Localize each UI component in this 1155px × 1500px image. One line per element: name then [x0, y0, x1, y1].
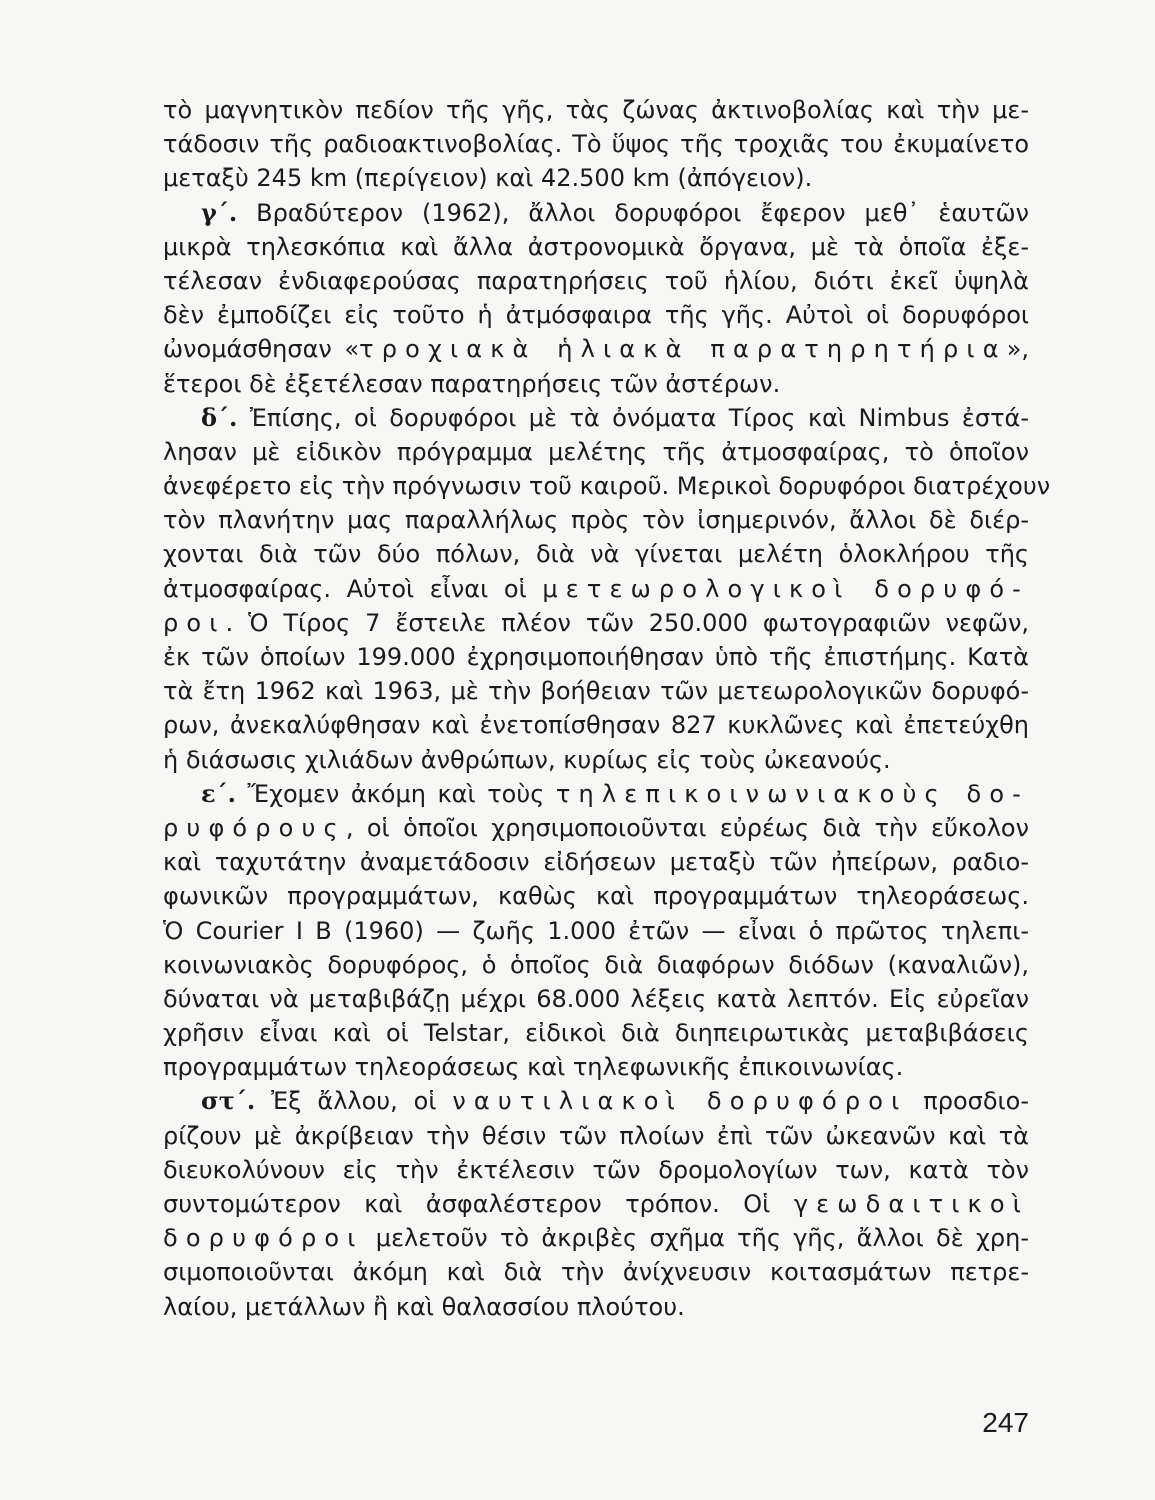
spaced-term: ρυφόρους	[163, 813, 346, 842]
spaced-term: μετεωρολογικοὶ δορυφό-	[542, 574, 1030, 603]
page-number: 247	[982, 1407, 1029, 1438]
text-line	[163, 640, 1029, 674]
text-line	[163, 93, 1029, 127]
text-segment: . Ὁ Τίρος 7 ἔστειλε πλέον τῶν 250.000 φωτογραφιῶν νεφῶν,	[225, 608, 1029, 637]
text-segment: Ὁ Courier I B (1960) — ζωῆς 1.000 ἐτῶν — εἶναι ὁ πρῶτος τηλεπι-	[163, 916, 1029, 945]
spaced-term: γεωδαιτικοὶ	[793, 1190, 1029, 1218]
text-segment: προγραμμάτων τηλεοράσεως καὶ τηλεφωνικῆς ἐπικοινωνίας.	[163, 1053, 904, 1082]
spaced-term: τηλεπικοινωνιακοὺς δο-	[555, 779, 1029, 808]
text-segment: ρων, ἀνεκαλύφθησαν καὶ ἐνετοπίσθησαν 827 κυκλῶνες καὶ ἐπετεύχθη	[163, 711, 1029, 740]
text-line	[163, 503, 1029, 537]
spaced-term: ροι	[163, 608, 226, 637]
section-marker: ε΄.	[201, 778, 236, 808]
text-line	[163, 777, 1029, 811]
text-segment: Ἐπίσης, οἱ δορυφόροι μὲ τὰ ὀνόματα Τίρος καὶ Nimbus ἐστά-	[237, 403, 1029, 432]
text-line	[163, 1290, 1029, 1324]
text-segment: , οἱ ὁποῖοι χρησιμοποιοῦνται εὐρέως διὰ τὴν εὔκολον	[345, 813, 1029, 842]
paragraph	[163, 196, 1029, 401]
text-line	[163, 1153, 1029, 1187]
text-segment: φωνικῶν προγραμμάτων, καθὼς καὶ προγραμμάτων τηλεοράσεως.	[163, 882, 1029, 911]
text-segment: καὶ ταχυτάτην ἀναμετάδοσιν εἰδήσεων μεταξὺ τῶν ἠπείρων, ραδιο-	[163, 848, 1029, 877]
text-line	[163, 914, 1029, 948]
text-segment: χονται διὰ τῶν δύο πόλων, διὰ νὰ γίνεται μελέτη ὁλοκλήρου τῆς	[163, 540, 1029, 569]
text-segment: τὸν πλανήτην μας παραλλήλως πρὸς τὸν ἰσημερινόν, ἄλλοι δὲ διέρ-	[163, 506, 1029, 535]
spaced-term: ναυτιλιακοὶ δορυφόροι	[452, 1087, 908, 1116]
text-segment: δύναται νὰ μεταβιβάζῃ μέχρι 68.000 λέξεις κατὰ λεπτόν. Εἰς εὐρεῖαν	[163, 984, 1029, 1013]
section-marker: δ΄.	[201, 402, 238, 432]
text-line	[163, 1084, 1029, 1118]
text-line	[163, 1221, 1029, 1255]
text-segment: λησαν μὲ εἰδικὸν πρόγραμμα μελέτης τῆς ἀτμοσφαίρας, τὸ ὁποῖον	[163, 437, 1029, 466]
text-line	[163, 469, 1051, 503]
spaced-term: δορυφόροι	[163, 1224, 364, 1253]
text-segment: μεταξὺ 245 km (περίγειον) καὶ 42.500 km (ἀπόγειον).	[163, 164, 813, 193]
text-segment: τάδοσιν τῆς ραδιοακτινοβολίας. Τὸ ὕψος τῆς τροχιᾶς του ἐκυμαίνετο	[163, 130, 1029, 159]
text-line	[163, 982, 1029, 1016]
text-line	[163, 537, 1029, 571]
text-segment: »,	[1006, 335, 1029, 364]
section-marker: γ΄.	[201, 197, 238, 227]
text-line	[163, 1255, 1029, 1289]
text-segment: ὠνομάσθησαν «	[163, 335, 360, 364]
text-segment: σιμοποιοῦνται ἀκόμη καὶ διὰ τὴν ἀνίχνευσιν κοιτασμάτων πετρε-	[163, 1258, 1029, 1287]
paragraph	[163, 777, 1029, 1085]
text-line	[163, 401, 1029, 435]
text-line	[163, 196, 1029, 230]
text-segment: προσδιο-	[907, 1087, 1029, 1116]
text-segment: χρῆσιν εἶναι καὶ οἱ Telstar, εἰδικοὶ διὰ διηπειρωτικὰς μεταβιβάσεις	[163, 1019, 1029, 1048]
text-segment: τέλεσαν ἐνδιαφερούσας παρατηρήσεις τοῦ ἡλίου, διότι ἐκεῖ ὑψηλὰ	[163, 266, 1029, 295]
text-line	[163, 708, 1029, 742]
text-segment: μικρὰ τηλεσκόπια καὶ ἄλλα ἀστρονομικὰ ὄργανα, μὲ τὰ ὁποῖα ἐξε-	[163, 232, 1029, 261]
text-segment: ἀνεφέρετο εἰς τὴν πρόγνωσιν τοῦ καιροῦ. Μερικοὶ δορυφόροι διατρέχουν	[163, 472, 1051, 501]
text-line	[163, 298, 1029, 332]
text-line	[163, 811, 1029, 845]
text-line	[163, 572, 1029, 606]
text-segment: κοινωνιακὸς δορυφόρος, ὁ ὁποῖος διὰ διαφόρων διόδων (καναλιῶν),	[163, 950, 1029, 979]
text-segment: συντομώτερον καὶ ἀσφαλέστερον τρόπον. Οἱ	[163, 1190, 794, 1218]
text-line	[163, 1187, 1029, 1221]
text-line	[163, 879, 1029, 913]
text-segment: λαίου, μετάλλων ἢ καὶ θαλασσίου πλούτου.	[163, 1292, 685, 1321]
text-segment: ἀτμοσφαίρας. Αὐτοὶ εἶναι οἱ	[163, 574, 543, 603]
text-segment: ἕτεροι δὲ ἐξετέλεσαν παρατηρήσεις τῶν ἀστέρων.	[163, 369, 781, 398]
paragraph	[163, 401, 1051, 777]
text-segment: διευκολύνουν εἰς τὴν ἐκτέλεσιν τῶν δρομολογίων των, κατὰ τὸν	[163, 1155, 1029, 1184]
text-line	[163, 845, 1029, 879]
text-line	[163, 435, 1029, 469]
text-line	[163, 127, 1029, 161]
text-segment: ἡ διάσωσις χιλιάδων ἀνθρώπων, κυρίως εἰς τοὺς ὠκεανούς.	[163, 745, 891, 774]
text-line	[163, 674, 1029, 708]
text-line	[163, 606, 1029, 640]
text-line	[163, 264, 1029, 298]
page-body-text	[163, 93, 1051, 1324]
text-line	[163, 948, 1029, 982]
paragraph	[163, 1084, 1029, 1323]
text-segment: μελετοῦν τὸ ἀκριβὲς σχῆμα τῆς γῆς, ἄλλοι δὲ χρη-	[363, 1224, 1029, 1253]
text-line	[163, 332, 1029, 366]
text-line	[163, 161, 1029, 195]
text-line	[163, 743, 1029, 777]
text-line	[163, 230, 1029, 264]
text-segment: Βραδύτερον (1962), ἄλλοι δορυφόροι ἔφερον μεθ᾽ ἑαυτῶν	[237, 198, 1029, 227]
paragraph	[163, 93, 1029, 196]
text-segment: τὰ ἔτη 1962 καὶ 1963, μὲ τὴν βοήθειαν τῶν μετεωρολογικῶν δορυφό-	[163, 677, 1029, 706]
text-segment: ἐκ τῶν ὁποίων 199.000 ἐχρησιμοποιήθησαν ὑπὸ τῆς ἐπιστήμης. Κατὰ	[163, 643, 1029, 671]
text-line	[163, 1050, 1029, 1084]
spaced-term: τροχιακὰ ἡλιακὰ παρατηρητήρια	[359, 335, 1007, 364]
text-segment: Ἔχομεν ἀκόμη καὶ τοὺς	[235, 779, 556, 808]
text-segment: δὲν ἐμποδίζει εἰς τοῦτο ἡ ἀτμόσφαιρα τῆς γῆς. Αὐτοὶ οἱ δορυφόροι	[163, 301, 1029, 330]
text-segment: Ἐξ ἄλλου, οἱ	[255, 1087, 453, 1116]
text-segment: ρίζουν μὲ ἀκρίβειαν τὴν θέσιν τῶν πλοίων ἐπὶ τῶν ὠκεανῶν καὶ τὰ	[163, 1121, 1029, 1150]
text-line	[163, 1119, 1029, 1153]
section-marker: στ΄.	[201, 1086, 256, 1116]
text-segment: τὸ μαγνητικὸν πεδίον τῆς γῆς, τὰς ζώνας ἀκτινοβολίας καὶ τὴν με-	[163, 96, 1029, 124]
text-line	[163, 367, 1029, 401]
text-line	[163, 1016, 1029, 1050]
